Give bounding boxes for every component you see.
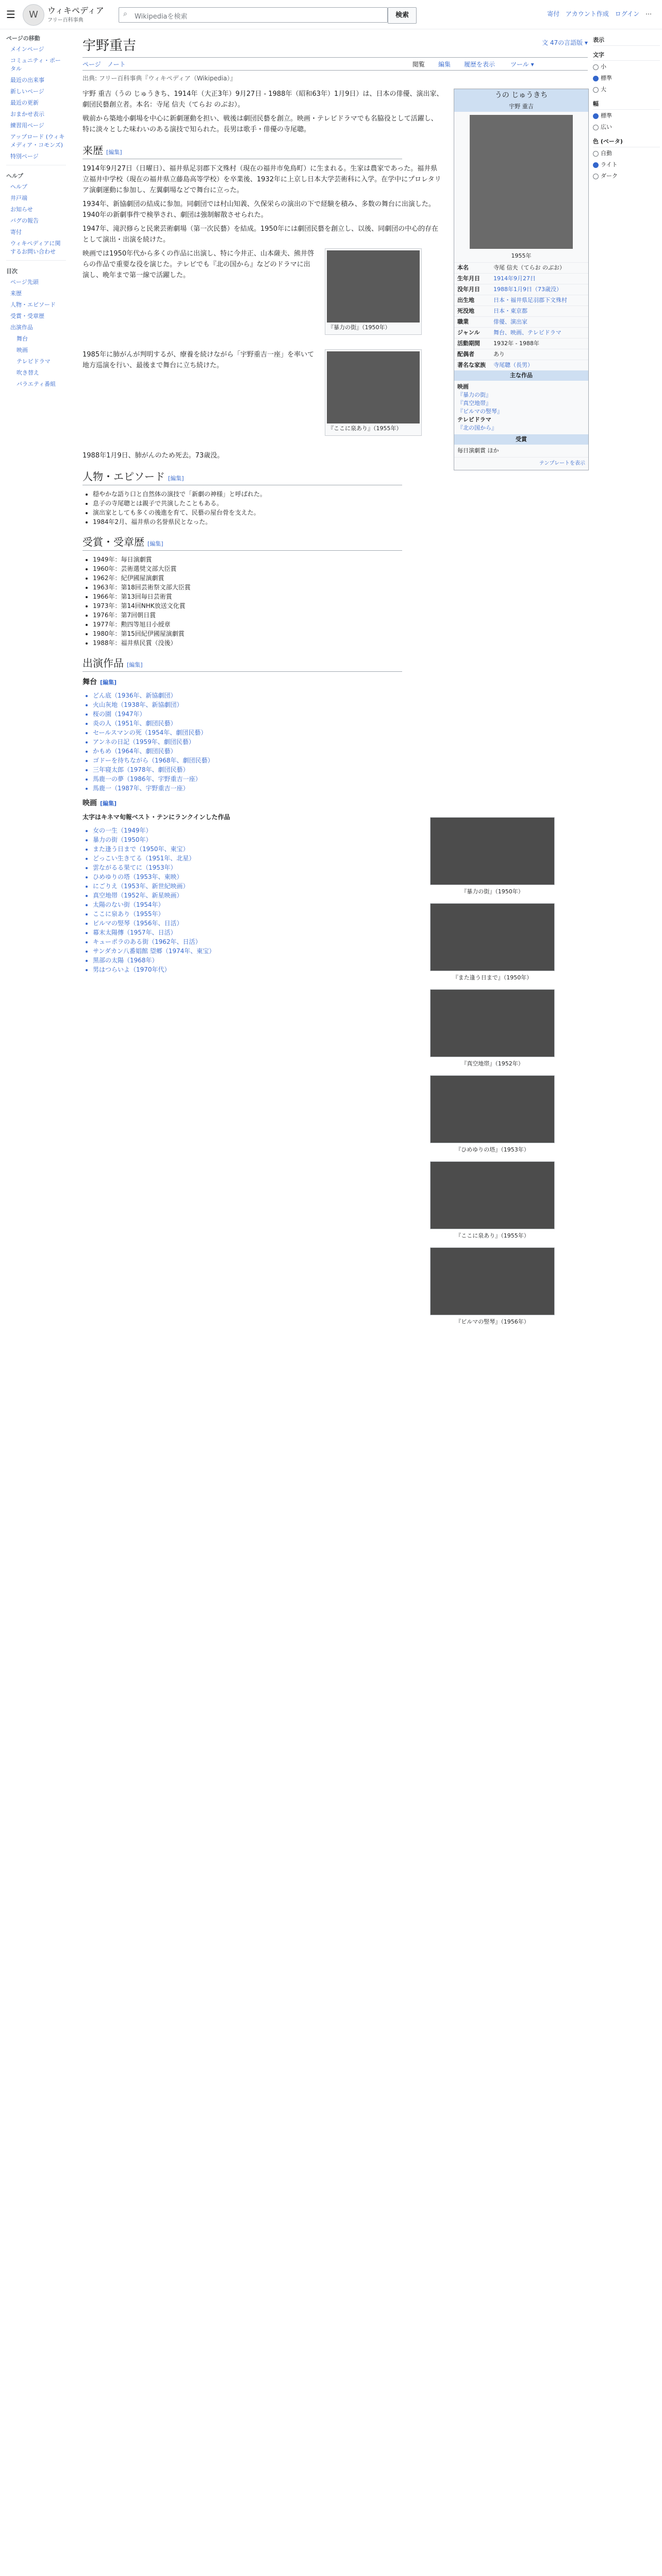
photo-caption: 『暴力の街』（1950年） — [461, 888, 524, 895]
width-option[interactable]: 広い — [593, 121, 660, 132]
tab-tools[interactable]: ツール ▾ — [510, 61, 534, 68]
list-item[interactable]: • 馬鹿一（1987年、宇野重吉一座） — [93, 784, 443, 793]
history-paragraph: 映画では1950年代から多くの作品に出演し、特に今井正、山本薩夫、熊井啓らの作品で重要な役を演じた。テレビでも『北の国から』などのドラマに出演し、晩年まで第一線で活躍した。 — [82, 250, 315, 279]
sidebar — [0, 31, 72, 389]
toc-item[interactable]: 来歴 — [10, 290, 22, 297]
search-icon: ⌕ — [123, 10, 127, 18]
sidebar-help-item[interactable]: バグの報告 — [10, 217, 39, 224]
infobox-row: ジャンル 舞台、映画、テレビドラマ — [454, 327, 588, 338]
list-item[interactable]: • 幕末太陽傳（1957年、日活） — [93, 928, 412, 937]
list-item[interactable]: • 黒部の太陽（1968年） — [93, 956, 412, 965]
sidebar-help-item[interactable]: 寄付 — [10, 229, 22, 235]
sidebar-help-item[interactable]: 井戸端 — [10, 195, 27, 201]
photo-caption: 1955年 — [511, 252, 532, 259]
main-content — [82, 31, 588, 1325]
wikipedia-logo[interactable]: W — [23, 4, 44, 26]
film-list — [93, 826, 412, 974]
history-paragraph: 1988年1月9日、肺がんのため死去。73歳没。 — [82, 452, 224, 460]
toc-item[interactable]: 人物・エピソード — [10, 301, 56, 308]
color-title: 色 (ベータ) — [593, 135, 660, 147]
edit-link[interactable]: [編集] — [168, 475, 184, 482]
toc-subitem[interactable]: 吹き替え — [16, 369, 39, 376]
text-size-option[interactable]: 大 — [593, 83, 660, 95]
menu-icon[interactable]: ☰ — [6, 8, 15, 21]
list-item: • 1977年：勲四等旭日小綬章 — [93, 620, 443, 629]
edit-link[interactable]: [編集] — [100, 800, 117, 807]
sidebar-help-item[interactable]: ウィキペディアに関するお問い合わせ — [10, 240, 61, 255]
infobox-row: 著名な家族 寺尾聰（長男） — [454, 360, 588, 370]
tab-page[interactable]: ページ — [82, 61, 101, 68]
sidebar-item[interactable]: 練習用ページ — [10, 122, 44, 129]
history-paragraph: 1985年に肺がんが判明するが、療養を続けながら「宇野重吉一座」を率いて地方巡演を行い、最後まで舞台に立ち続けた。 — [82, 351, 315, 369]
photo-caption: 『ひめゆりの塔』（1953年） — [455, 1146, 529, 1153]
intro-paragraph: 戦前から築地小劇場を中心に新劇運動を担い、戦後は劇団民藝を創立。映画・テレビドラマでも名脇役として活躍し、特に淡々とした味わいのある演技で知られた。長男は歌手・俳優の寺尾聰。 — [82, 115, 438, 133]
create-account-link[interactable]: アカウント作成 — [566, 10, 609, 18]
site-name[interactable]: ウィキペディア — [47, 6, 104, 15]
figure-caption: 『暴力の街』（1950年） — [328, 324, 391, 331]
donate-link[interactable]: 寄付 — [547, 10, 560, 18]
awards-list — [93, 555, 443, 648]
template-link[interactable]: テンプレートを表示 — [454, 457, 588, 470]
infobox-works-title: 主な作品 — [454, 370, 588, 381]
radio-icon — [593, 151, 599, 157]
text-size-option[interactable]: 小 — [593, 61, 660, 72]
color-option[interactable]: 自動 — [593, 147, 660, 159]
figure[interactable] — [325, 349, 422, 436]
edit-link[interactable]: [編集] — [106, 149, 122, 156]
tab-talk[interactable]: ノート — [107, 61, 126, 68]
site-header — [0, 0, 662, 29]
toc-subitem[interactable]: 舞台 — [16, 335, 28, 342]
list-item[interactable]: • かもめ（1964年、劇団民藝） — [93, 747, 443, 756]
sidebar-help-item[interactable]: ヘルプ — [10, 183, 27, 190]
infobox — [454, 89, 589, 470]
search-input[interactable] — [119, 7, 388, 23]
radio-checked-icon — [593, 76, 599, 81]
film-photo[interactable] — [430, 1075, 555, 1143]
infobox-name: 宇野 重吉 — [454, 101, 588, 112]
section-heading-person: 人物・エピソード [編集] — [82, 471, 402, 485]
appearance-panel — [593, 31, 660, 181]
list-item[interactable]: • 火山灰地（1938年、新協劇団） — [93, 700, 443, 709]
language-button[interactable]: 文 47の言語版 ▾ — [542, 39, 588, 46]
list-item[interactable]: • また逢う日まで（1950年、東宝） — [93, 844, 412, 854]
list-item: • 1949年：毎日演劇賞 — [93, 555, 443, 564]
film-photo-column — [423, 812, 562, 1328]
sidebar-item[interactable]: 最近の更新 — [10, 99, 39, 106]
text-size-title: 文字 — [593, 49, 660, 61]
history-paragraph: 1947年、滝沢修らと民衆芸術劇場（第一次民藝）を結成。1950年には劇団民藝を創立し、以後、同劇団の中心的存在として演出・出演を続けた。 — [82, 225, 439, 244]
infobox-kana: うの じゅうきち — [454, 89, 588, 101]
sidebar-help-title: ヘルプ — [6, 173, 23, 179]
history-paragraph: 1914年9月27日（日曜日）、福井県足羽郡下文殊村（現在の福井市免鳥町）に生まれる。生家は農家であった。福井県立福井中学校（現在の福井県立藤島高等学校）を卒業後、1932年に上京し日本大学芸術科に入学。在学中にプロレタリア演劇運動に参加し、左翼劇場などで舞台に立った。 — [82, 165, 441, 194]
page-title: 宇野重吉 — [82, 31, 588, 58]
list-item[interactable]: • ここに泉あり（1955年） — [93, 909, 412, 919]
list-item[interactable]: • 太陽のない街（1954年） — [93, 900, 412, 909]
toc-title: 目次 — [6, 268, 18, 275]
color-option[interactable]: ライト — [593, 159, 660, 170]
sidebar-item[interactable]: 新しいページ — [10, 88, 44, 95]
list-item[interactable]: • ビルマの竪琴（1956年、日活） — [93, 919, 412, 928]
list-item[interactable]: • 男はつらいよ（1970年代） — [93, 965, 412, 974]
more-icon[interactable]: ⋯ — [646, 10, 652, 18]
search-placeholder: Wikipediaを検索 — [135, 13, 188, 21]
photo-caption: 『ビルマの竪琴』（1956年） — [455, 1318, 529, 1325]
photo-caption: 『真空地帯』（1952年） — [461, 1060, 524, 1067]
divider — [6, 260, 66, 261]
infobox-row: 職業 俳優、演出家 — [454, 316, 588, 327]
list-item[interactable]: • どん底（1936年、新協劇団） — [93, 691, 443, 700]
sidebar-item[interactable]: アップロード (ウィキメディア・コモンズ) — [10, 133, 65, 148]
radio-icon — [593, 64, 599, 70]
film-photo[interactable] — [430, 903, 555, 971]
section-heading-awards: 受賞・受章歴 [編集] — [82, 537, 402, 551]
person-list — [93, 489, 443, 527]
edit-link[interactable]: [編集] — [127, 662, 143, 668]
edit-link[interactable]: [編集] — [100, 679, 117, 686]
text-size-option[interactable]: 標準 — [593, 72, 660, 83]
figure-caption: 『ここに泉あり』（1955年） — [328, 425, 402, 432]
list-item: • 1984年2月、福井県の名誉県民となった。 — [93, 517, 443, 527]
infobox-row: 活動期間 1932年 - 1988年 — [454, 338, 588, 349]
film-still-image[interactable] — [327, 351, 420, 423]
article-body — [82, 89, 588, 1325]
source-note: 出典: フリー百科事典『ウィキペディア（Wikipedia）』 — [82, 75, 237, 82]
page-tabs — [82, 58, 588, 71]
sidebar-nav-title: ページの移動 — [6, 35, 40, 42]
infobox-row: 配偶者 あり — [454, 349, 588, 360]
list-item[interactable]: • どっこい生きてる（1951年、北星） — [93, 854, 412, 863]
list-item: • 1980年：第15回紀伊國屋演劇賞 — [93, 629, 443, 638]
figure[interactable] — [325, 248, 422, 335]
film-photo[interactable] — [430, 989, 555, 1057]
sidebar-item[interactable]: メインページ — [10, 46, 44, 53]
list-item[interactable]: • セールスマンの死（1954年、劇団民藝） — [93, 728, 443, 737]
stage-list — [93, 691, 443, 793]
list-item[interactable]: • ゴドーを待ちながら（1968年、劇団民藝） — [93, 756, 443, 765]
infobox-awards: 毎日演劇賞 ほか — [457, 447, 499, 454]
sidebar-item[interactable]: おまかせ表示 — [10, 111, 44, 117]
list-item[interactable]: • 雲ながるる果てに（1953年） — [93, 863, 412, 872]
infobox-row: 生年月日 1914年9月27日 — [454, 273, 588, 284]
tab-history[interactable]: 履歴を表示 — [464, 61, 495, 68]
infobox-awards-title: 受賞 — [454, 434, 588, 445]
sidebar-item[interactable]: 特別ページ — [10, 153, 39, 160]
toc-item[interactable]: 出演作品 — [10, 324, 33, 331]
edit-link[interactable]: [編集] — [147, 540, 163, 547]
color-option[interactable]: ダーク — [593, 170, 660, 181]
width-title: 幅 — [593, 98, 660, 110]
width-option[interactable]: 標準 — [593, 110, 660, 121]
film-photo[interactable] — [430, 1161, 555, 1229]
film-photo[interactable] — [430, 817, 555, 885]
list-item: • 1966年：第13回毎日芸術賞 — [93, 592, 443, 601]
film-still-image[interactable] — [327, 250, 420, 323]
infobox-row: 本名 寺尾 信夫（てらお のぶお） — [454, 262, 588, 273]
history-paragraph: 1934年、新協劇団の結成に参加。同劇団では村山知義、久保栄らの演出の下で経験を積み、多数の舞台に出演した。1940年の新劇事件で検挙され、劇団は強制解散させられた。 — [82, 200, 435, 219]
list-item: • 1976年：第7回朝日賞 — [93, 611, 443, 620]
list-item[interactable]: • 真空地帯（1952年、新星映画） — [93, 891, 412, 900]
radio-checked-icon — [593, 113, 599, 119]
toc-item[interactable]: 受賞・受章歴 — [10, 313, 44, 319]
list-item: • 穏やかな語り口と自然体の演技で「新劇の神様」と呼ばれた。 — [93, 489, 443, 499]
radio-checked-icon — [593, 162, 599, 168]
radio-icon — [593, 174, 599, 179]
tab-edit[interactable]: 編集 — [438, 61, 451, 68]
section-heading-works: 出演作品 [編集] — [82, 658, 402, 672]
toc-subitem[interactable]: 映画 — [16, 347, 28, 353]
list-item[interactable]: • 炎の人（1951年、劇団民藝） — [93, 719, 443, 728]
list-item[interactable]: • サンダカン八番娼館 望郷（1974年、東宝） — [93, 946, 412, 956]
list-item: • 1963年：第18回芸術祭文部大臣賞 — [93, 583, 443, 592]
toc-item[interactable]: ページ先頭 — [10, 279, 39, 285]
portrait-photo[interactable] — [470, 115, 573, 249]
infobox-row: 出生地 日本・福井県足羽郡下文殊村 — [454, 295, 588, 306]
photo-caption: 『ここに泉あり』（1955年） — [455, 1232, 529, 1239]
intro-paragraph: 宇野 重吉（うの じゅうきち、1914年（大正3年）9月27日 - 1988年（昭和63年）1月9日）は、日本の俳優、演出家、劇団民藝創立者。本名：寺尾 信夫（てらお のぶお）。 — [82, 90, 443, 109]
infobox-works: 映画 『暴力の街』 『真空地帯』 『ビルマの竪琴』 テレビドラマ 『北の国から』 — [457, 383, 503, 431]
list-item: • 1962年：紀伊國屋演劇賞 — [93, 573, 443, 583]
film-note: 太字はキネマ旬報ベスト・テンにランクインした作品 — [82, 814, 230, 821]
sidebar-item[interactable]: コミュニティ・ポータル — [10, 57, 61, 72]
list-item: • 1973年：第14回NHK放送文化賞 — [93, 601, 443, 611]
list-item[interactable]: • アンネの日記（1959年、劇団民藝） — [93, 737, 443, 747]
section-heading-history: 来歴 [編集] — [82, 145, 402, 159]
radio-icon — [593, 125, 599, 130]
list-item: • 1960年：芸術選奨文部大臣賞 — [93, 564, 443, 573]
radio-icon — [593, 87, 599, 93]
toc-subitem[interactable]: バラエティ番組 — [16, 381, 56, 387]
list-item[interactable]: • キューポラのある街（1962年、日活） — [93, 937, 412, 946]
sidebar-help-item[interactable]: お知らせ — [10, 206, 33, 213]
appearance-title: 表示 — [593, 34, 660, 46]
list-item[interactable]: • ひめゆりの塔（1953年、東映） — [93, 872, 412, 882]
list-item: • 息子の寺尾聰とは親子で共演したこともある。 — [93, 499, 443, 508]
user-links — [543, 9, 652, 18]
infobox-row: 死没地 日本・東京都 — [454, 306, 588, 316]
site-tagline: フリー百科事典 — [47, 18, 84, 23]
tab-read[interactable]: 閲覧 — [412, 61, 425, 68]
subsection-stage: 舞台 [編集] — [82, 678, 117, 686]
list-item[interactable]: • 暴力の街（1950年） — [93, 835, 412, 844]
list-item[interactable]: • 馬鹿一の夢（1986年、宇野重吉一座） — [93, 774, 443, 784]
infobox-row: 没年月日 1988年1月9日（73歳没） — [454, 284, 588, 295]
sidebar-item[interactable]: 最近の出来事 — [10, 77, 44, 83]
list-item: • 演出家としても多くの後進を育て、民藝の屋台骨を支えた。 — [93, 508, 443, 517]
list-item[interactable]: • 三年寝太郎（1978年、劇団民藝） — [93, 765, 443, 774]
toc-subitem[interactable]: テレビドラマ — [16, 358, 51, 365]
list-item: • 1988年：福井県民賞（没後） — [93, 638, 443, 648]
list-item[interactable]: • 桜の園（1947年） — [93, 709, 443, 719]
search-button[interactable]: 検索 — [388, 7, 417, 24]
subsection-film: 映画 [編集] — [82, 799, 117, 807]
list-item[interactable]: • 女の一生（1949年） — [93, 826, 412, 835]
film-photo[interactable] — [430, 1247, 555, 1315]
login-link[interactable]: ログイン — [615, 10, 640, 18]
photo-caption: 『また逢う日まで』（1950年） — [452, 974, 533, 981]
list-item[interactable]: • にごりえ（1953年、新世紀映画） — [93, 882, 412, 891]
